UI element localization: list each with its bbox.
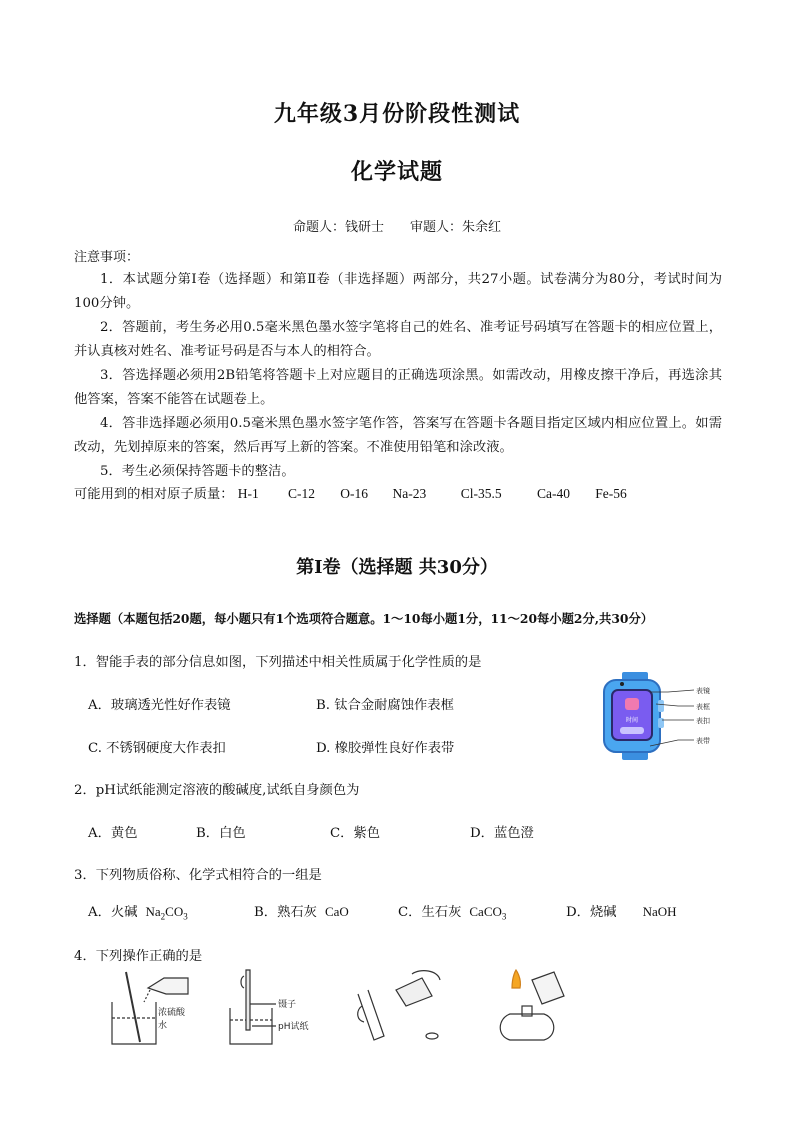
note-item: 3．答选择题必须用2B铅笔将答题卡上对应题目的正确选项涂黑。如需改动，用橡皮擦干净后，再选涂其他答案，答案不能答在试题卷上。 bbox=[74, 368, 722, 407]
stopper-icon bbox=[426, 1033, 438, 1039]
dilution-figure bbox=[104, 968, 194, 1050]
watch-icon bbox=[604, 672, 664, 760]
pouring-figure bbox=[352, 966, 448, 1046]
atomic-mass-value: Cl-35.5 bbox=[460, 486, 502, 501]
label-watch-glass: 表镜 bbox=[696, 687, 710, 695]
q3-option-b-name: B．熟石灰 bbox=[254, 905, 317, 920]
q2-option-b: B．白色 bbox=[196, 826, 246, 841]
setter: 命题人：钱研士 bbox=[292, 220, 384, 235]
q3-option-a bbox=[88, 901, 188, 922]
section-instruction: 选择题（本题包括20题，每小题只有1个选项符合题意。1～10每小题1分，11～20每小题2分,共30分） bbox=[74, 611, 654, 626]
question-2-stem: 2．pH试纸能测定溶液的酸碱度,试纸自身颜色为 bbox=[74, 783, 360, 798]
flame-icon bbox=[512, 970, 520, 988]
question-4-stem: 4．下列操作正确的是 bbox=[74, 949, 203, 964]
q3-option-d-name: D．烧碱 bbox=[566, 905, 617, 920]
tweezers-icon bbox=[246, 970, 250, 1030]
q2-option-a: A．黄色 bbox=[88, 826, 138, 841]
q2-option-c: C．紫色 bbox=[330, 826, 381, 841]
q1-option-c: C. 不锈钢硬度大作表扣 bbox=[88, 741, 226, 756]
atomic-mass-value: O-16 bbox=[340, 486, 369, 501]
q1-option-d: D. 橡胶弹性良好作表带 bbox=[316, 741, 455, 756]
watch-screen-text: 时间 bbox=[625, 717, 639, 724]
question-3-stem: 3．下列物质俗称、化学式相符合的一组是 bbox=[74, 868, 322, 883]
q3-option-b-formula: CaO bbox=[324, 904, 349, 919]
q2-option-d: D．蓝色澄 bbox=[470, 826, 534, 841]
lamp-cap-icon bbox=[532, 972, 564, 1004]
note-item: 1．本试题分第Ⅰ卷（选择题）和第Ⅱ卷（非选择题）两部分，共27小题。试卷满分为80分，考试时间为100分钟。 bbox=[74, 272, 722, 311]
note-item: 2．答题前，考生务必用0.5毫米黑色墨水签字笔将自己的姓名、准考证号码填写在答题卡的相应位置上，并认真核对姓名、准考证号码是否与本人的相符合。 bbox=[74, 320, 722, 359]
section-title: 第Ⅰ卷（选择题 共30分） bbox=[296, 557, 498, 578]
note-item: 4．答非选择题必须用0.5毫米黑色墨水签字笔作答，答案写在答题卡各题目指定区域内相应位置上。如需改动，先划掉原来的答案，然后再写上新的答案。不准使用铅笔和涂改液。 bbox=[74, 416, 722, 455]
q3-option-a-formula: $Na_2CO_3$ bbox=[145, 904, 188, 922]
question-1-stem: 1．智能手表的部分信息如图，下列描述中相关性质属于化学性质的是 bbox=[74, 655, 482, 670]
label-watch-buckle: 表扣 bbox=[696, 717, 710, 725]
label-ph-paper: pH试纸 bbox=[278, 1022, 309, 1032]
reagent-bottle-icon bbox=[148, 978, 188, 994]
reviewer: 审题人：朱余红 bbox=[410, 220, 502, 235]
notes-heading: 注意事项： bbox=[74, 250, 140, 265]
label-conc-sulfuric-acid: 浓硫酸 bbox=[158, 1008, 186, 1018]
label-tweezers: 镊子 bbox=[278, 1000, 297, 1010]
q3-option-a-name: A．火碱 bbox=[88, 905, 138, 920]
glass-rod-icon bbox=[126, 972, 140, 1042]
reagent-bottle-icon bbox=[396, 978, 432, 1006]
smartwatch-figure bbox=[598, 672, 718, 762]
atomic-mass-line bbox=[74, 483, 627, 502]
q3-option-c bbox=[398, 901, 506, 922]
atomic-mass-value: Fe-56 bbox=[595, 486, 627, 501]
authors-line bbox=[0, 216, 794, 235]
test-tube-icon bbox=[358, 990, 384, 1040]
q3-option-d bbox=[566, 901, 677, 920]
q3-option-c-name: C．生石灰 bbox=[398, 905, 462, 920]
q1-option-a: A．玻璃透光性好作表镜 bbox=[88, 698, 231, 713]
q3-option-b bbox=[254, 901, 349, 920]
q3-option-c-formula: CaCO$_3$ bbox=[469, 904, 507, 922]
label-water: 水 bbox=[158, 1021, 168, 1031]
atomic-mass-value: Na-23 bbox=[392, 486, 427, 501]
q1-option-b: B. 钛合金耐腐蚀作表框 bbox=[316, 698, 454, 713]
atomic-mass-label: 可能用到的相对原子质量： bbox=[74, 487, 234, 502]
subject-title: 化学试题 bbox=[350, 159, 443, 185]
atomic-mass-value: C-12 bbox=[288, 486, 316, 501]
ph-test-figure bbox=[222, 968, 322, 1050]
atomic-mass-value: Ca-40 bbox=[536, 486, 570, 501]
label-watch-frame: 表框 bbox=[696, 703, 710, 711]
alcohol-lamp-figure bbox=[488, 966, 574, 1048]
q3-option-d-formula: NaOH bbox=[642, 904, 677, 919]
lamp-body-icon bbox=[500, 1014, 554, 1040]
atomic-mass-value: H-1 bbox=[237, 486, 259, 501]
exam-title: 九年级3月份阶段性测试 bbox=[273, 101, 521, 127]
note-item: 5．考生必须保持答题卡的整洁。 bbox=[100, 464, 295, 479]
label-watch-strap: 表带 bbox=[696, 737, 710, 745]
